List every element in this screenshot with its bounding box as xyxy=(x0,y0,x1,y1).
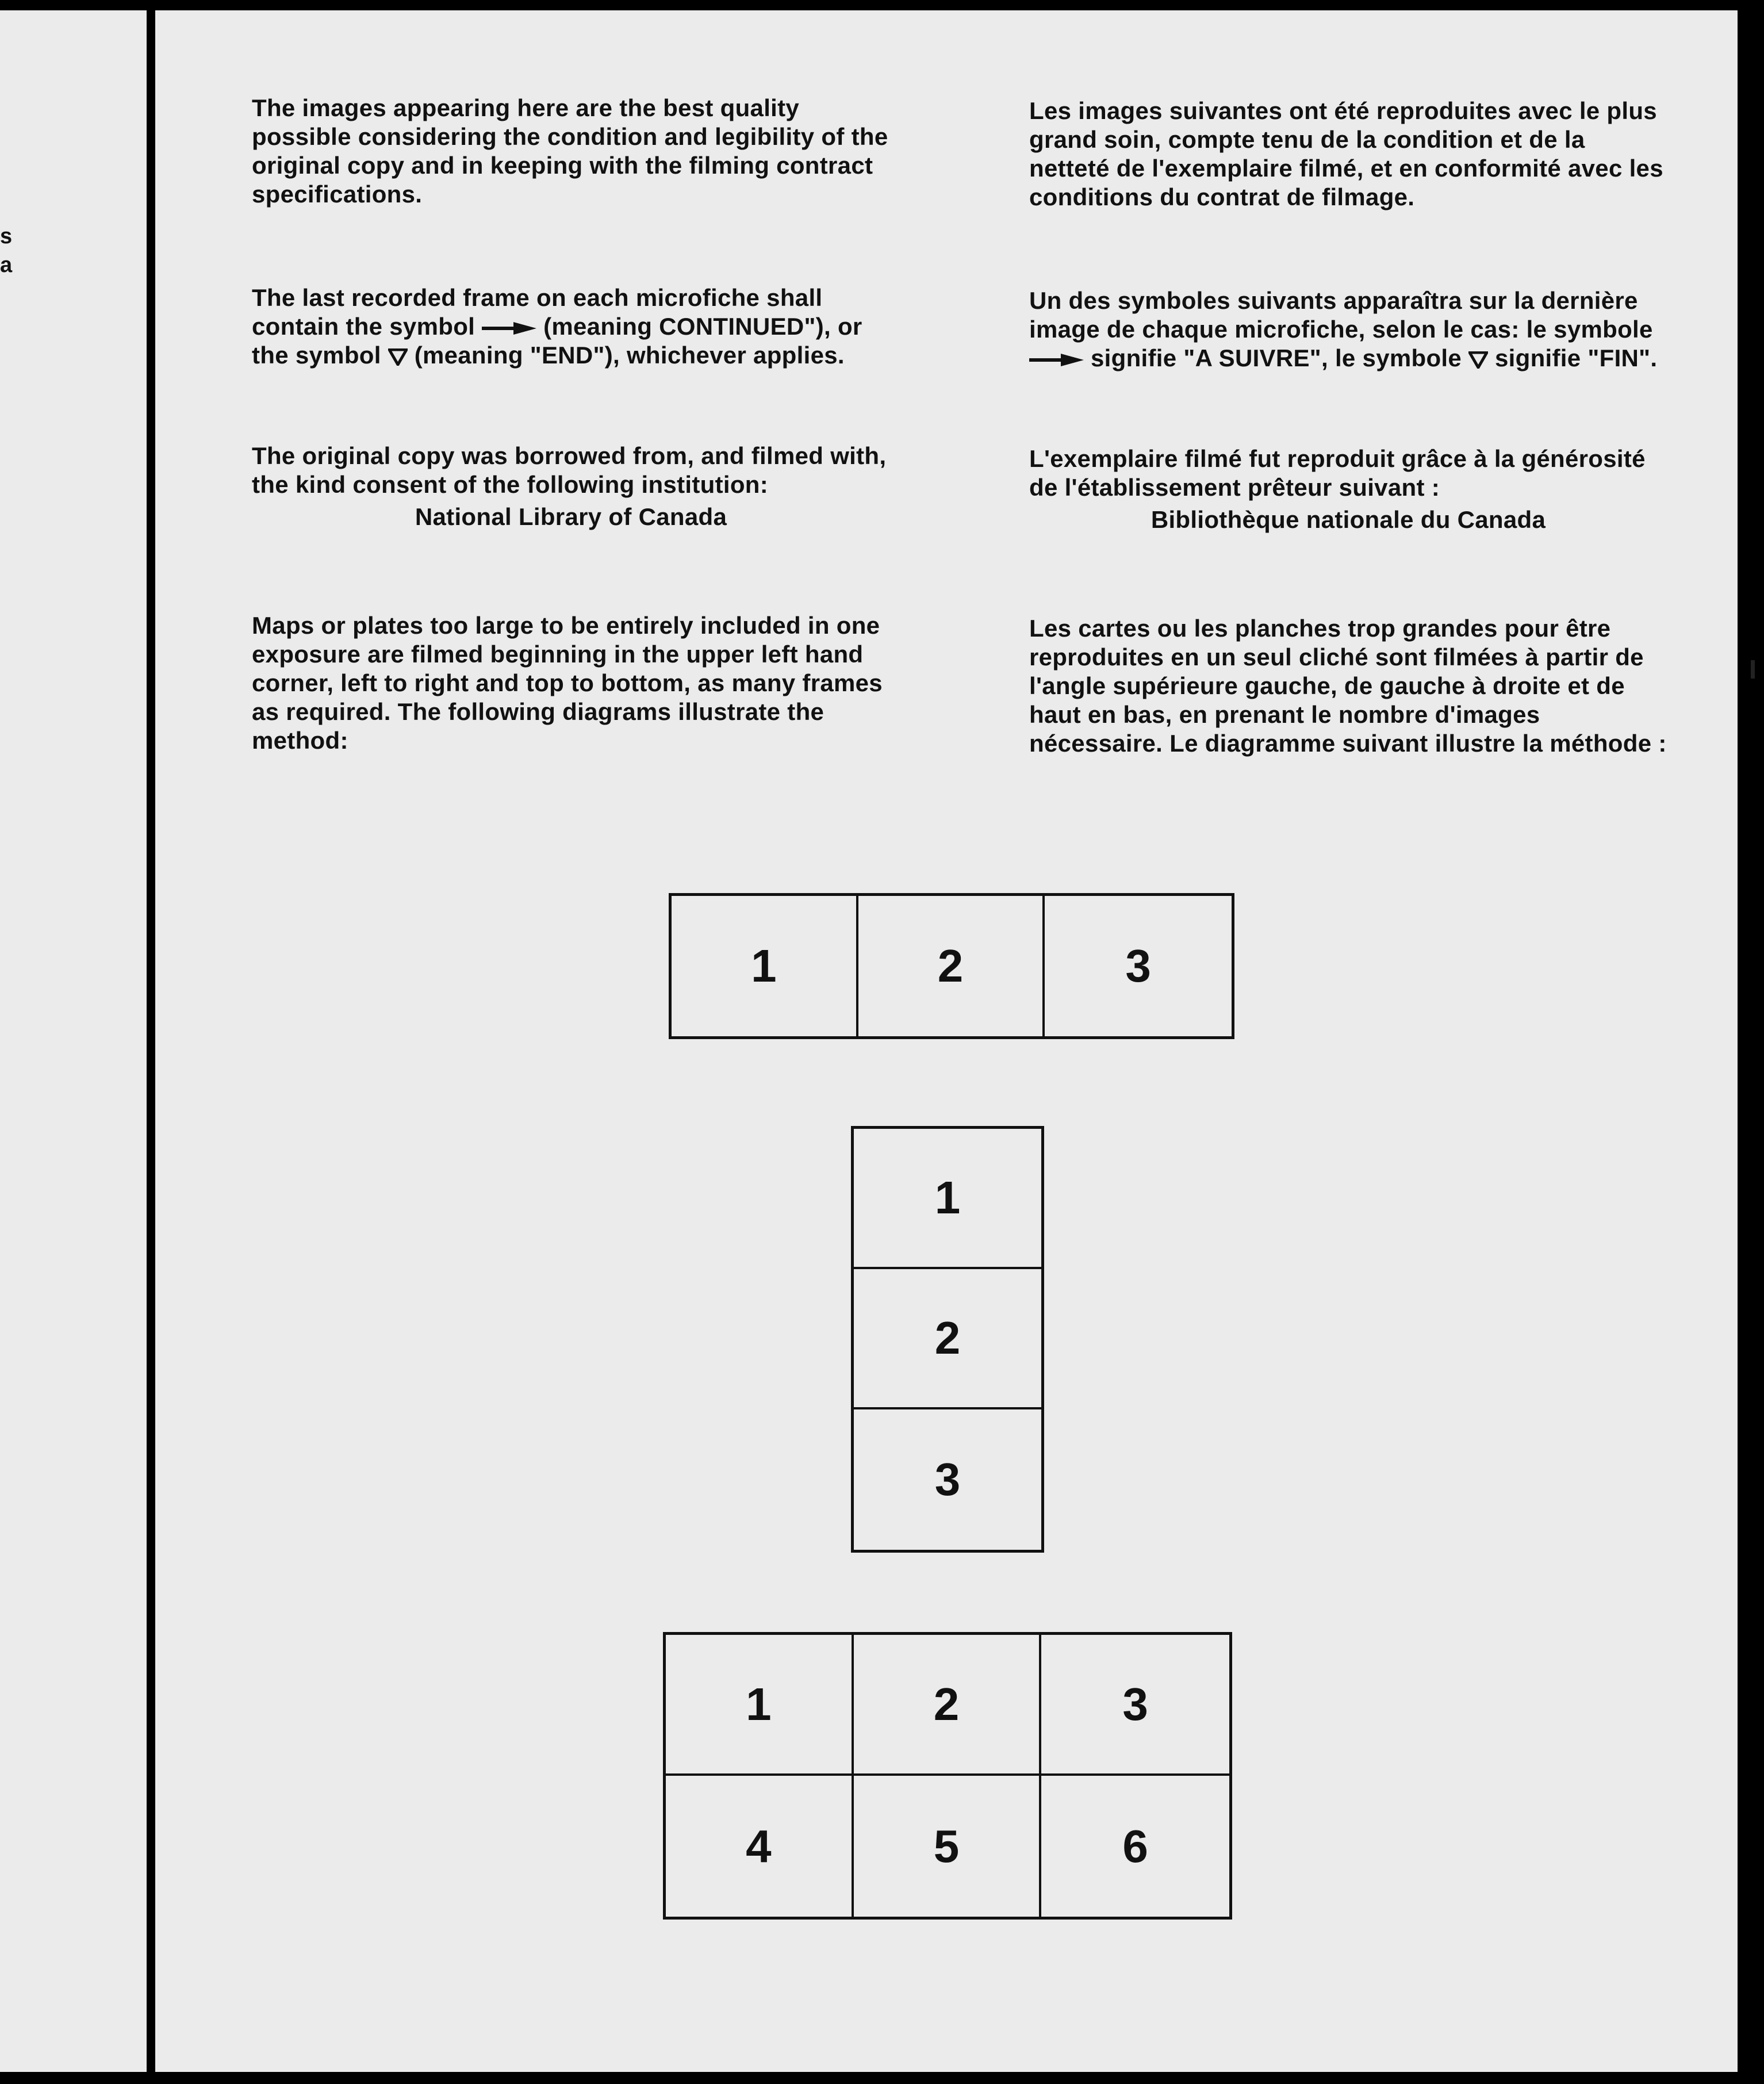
english-para-4: Maps or plates too large to be entirely included in one exposure are filmed beginning in the upper left hand corner, left to right and top to bottom, as many frames as required. The following diagrams illustrate the method: xyxy=(252,612,883,754)
frame-cell: 3 xyxy=(1125,940,1151,991)
down-triangle-icon xyxy=(388,348,408,366)
institution-name: Bibliothèque nationale du Canada xyxy=(1151,506,1546,533)
frame-cell: 1 xyxy=(666,1635,854,1776)
frame-cell: 5 xyxy=(854,1776,1042,1917)
diagram-column xyxy=(851,1126,1044,1553)
frame-cell: 4 xyxy=(666,1776,854,1917)
down-triangle-icon xyxy=(1468,351,1488,369)
edge-letter: a xyxy=(0,253,13,277)
edge-letter: s xyxy=(0,224,13,248)
document-page xyxy=(155,10,1738,2072)
english-para-3: The original copy was borrowed from, and filmed with, the kind consent of the following institution: National Library of Canada xyxy=(252,442,890,531)
frame-cell: 3 xyxy=(934,1454,961,1505)
diagram-row xyxy=(669,893,1234,1039)
french-para-2: Un des symboles suivants apparaîtra sur la dernière image de chaque microfiche, selon le cas: le symbole signifie "A SUIVRE", le symbole signifie "FIN". xyxy=(1029,287,1658,371)
right-arrow-icon xyxy=(482,321,536,336)
edge-mark xyxy=(1751,660,1755,679)
french-para-4: Les cartes ou les planches trop grandes pour être reproduites en un seul cliché sont filmées à partir de l'angle supérieure gauche, de gauche à droite et de haut en bas, en prenant le nombre d'images nécessaire. Le diagramme suivant illustre la méthode : xyxy=(1029,615,1667,757)
frame-cell: 1 xyxy=(854,1129,1041,1269)
english-para-2: The last recorded frame on each microfiche shall contain the symbol (meaning CONTINUED"), or the symbol (meaning "END"), whichever applies. xyxy=(252,284,862,369)
right-arrow-icon xyxy=(1029,353,1084,367)
diagram-grid xyxy=(663,1632,1232,1920)
frame-cell: 3 xyxy=(1041,1635,1229,1776)
french-para-1: Les images suivantes ont été reproduites avec le plus grand soin, compte tenu de la condition et de la netteté de l'exemplaire filmé, et en conformité avec les conditions du contrat de filmage. xyxy=(1029,97,1663,210)
frame-cell: 2 xyxy=(854,1269,1041,1409)
french-para-3: L'exemplaire filmé fut reproduit grâce à la générosité de l'établissement prêteur suivant : Bibliothèque nationale du Canada xyxy=(1029,445,1667,534)
english-para-1: The images appearing here are the best quality possible considering the condition and legibility of the original copy and in keeping with the filming contract specifications. xyxy=(252,94,888,208)
frame-cell: 2 xyxy=(854,1635,1042,1776)
institution-name: National Library of Canada xyxy=(415,503,727,530)
frame-cell: 1 xyxy=(672,896,858,1036)
left-adjacent-page xyxy=(0,10,147,2072)
frame-cell: 2 xyxy=(858,896,1045,1036)
frame-cell: 6 xyxy=(1122,1820,1148,1872)
